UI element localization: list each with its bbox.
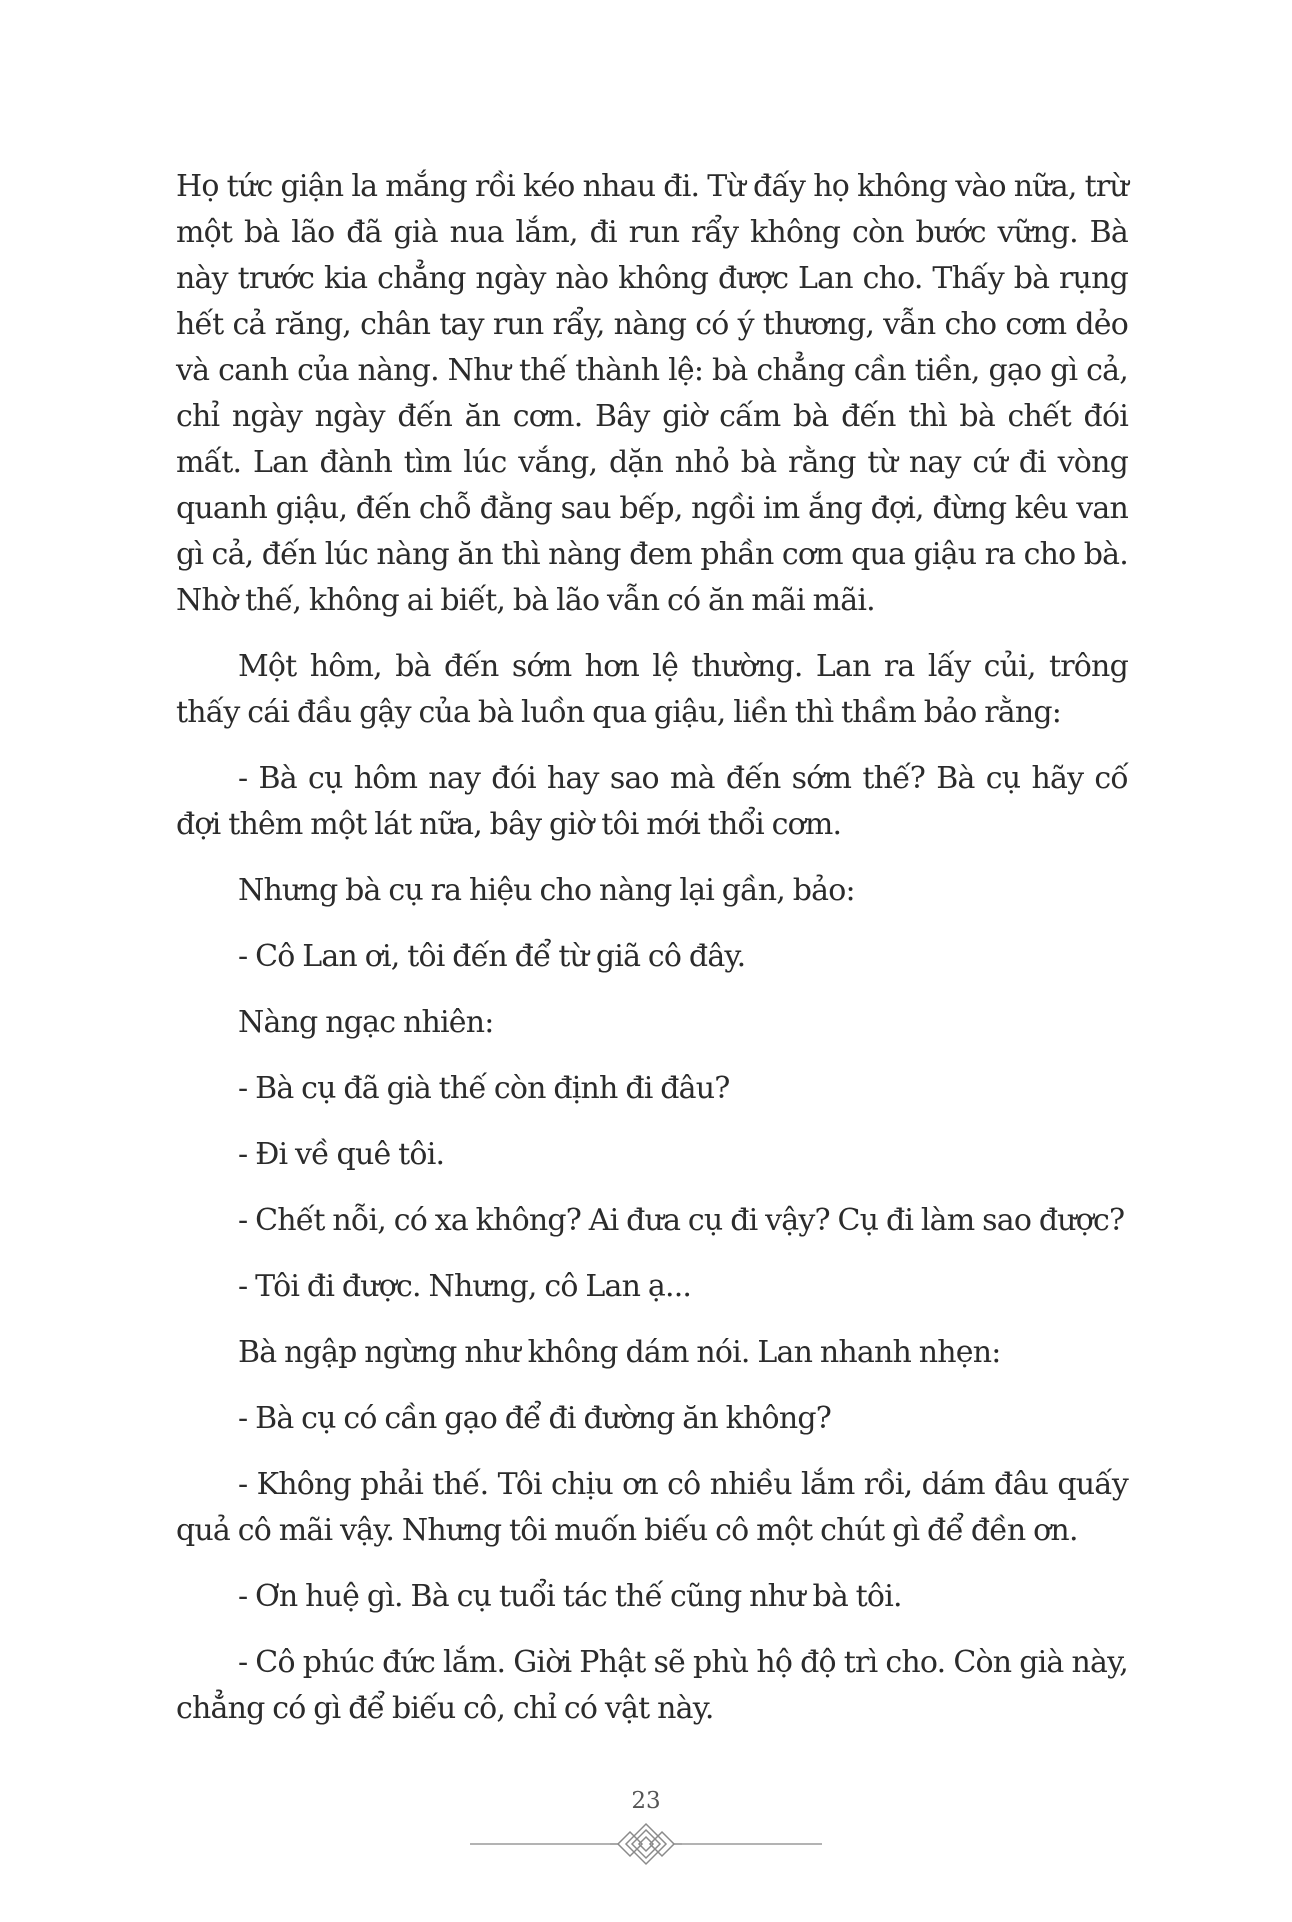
body-text — [176, 164, 1128, 1752]
paragraph: Bà ngập ngừng như không dám nói. Lan nhanh nhẹn: — [238, 1335, 1001, 1370]
paragraph: - Cô Lan ơi, tôi đến để từ giã cô đây. — [238, 939, 746, 974]
page-number: 23 — [631, 1788, 661, 1814]
paragraph: Họ tức giận la mắng rồi kéo nhau đi. Từ đấy họ không vào nữa, trừ một bà lão đã già nua lắm, đi run rẩy không còn bước vững. Bà này trước kia chẳng ngày nào không được Lan cho. Thấy bà rụng hết cả răng, chân tay run rẩy, nàng có ý thương, vẫn cho cơm dẻo và canh của nàng. Như thế thành lệ: bà chẳng cần tiền, gạo gì cả, chỉ ngày ngày đến ăn cơm. Bây giờ cấm bà đến thì bà chết đói mất. Lan đành tìm lúc vắng, dặn nhỏ bà rằng từ nay cứ đi vòng quanh giậu, đến chỗ đằng sau bếp, ngồi im ắng đợi, đừng kêu van gì cả, đến lúc nàng ăn thì nàng đem phần cơm qua giậu ra cho bà. Nhờ thế, không ai biết, bà lão vẫn có ăn mãi mãi. — [176, 169, 1128, 618]
paragraph: - Tôi đi được. Nhưng, cô Lan ạ... — [238, 1269, 692, 1304]
paragraph: Một hôm, bà đến sớm hơn lệ thường. Lan ra lấy củi, trông thấy cái đầu gậy của bà luồn qua giậu, liền thì thầm bảo rằng: — [176, 649, 1128, 730]
paragraph: - Bà cụ có cần gạo để đi đường ăn không? — [238, 1401, 832, 1436]
paragraph: Nhưng bà cụ ra hiệu cho nàng lại gần, bảo: — [238, 873, 855, 908]
paragraph: - Đi về quê tôi. — [238, 1137, 445, 1172]
page-footer — [0, 1788, 1292, 1888]
paragraph: - Không phải thế. Tôi chịu ơn cô nhiều lắm rồi, dám đâu quấy quả cô mãi vậy. Nhưng tôi muốn biếu cô một chút gì để đền ơn. — [176, 1467, 1128, 1548]
paragraph: Nàng ngạc nhiên: — [238, 1005, 494, 1040]
paragraph: - Bà cụ đã già thế còn định đi đâu? — [238, 1071, 730, 1106]
paragraph: - Ơn huệ gì. Bà cụ tuổi tác thế cũng như bà tôi. — [238, 1579, 902, 1614]
paragraph: - Bà cụ hôm nay đói hay sao mà đến sớm thế? Bà cụ hãy cố đợi thêm một lát nữa, bây giờ tôi mới thổi cơm. — [176, 761, 1128, 842]
ornament-icon — [470, 1820, 822, 1868]
paragraph: - Cô phúc đức lắm. Giời Phật sẽ phù hộ độ trì cho. Còn già này, chẳng có gì để biếu cô, chỉ có vật này. — [176, 1645, 1128, 1726]
paragraph: - Chết nỗi, có xa không? Ai đưa cụ đi vậy? Cụ đi làm sao được? — [238, 1203, 1125, 1238]
